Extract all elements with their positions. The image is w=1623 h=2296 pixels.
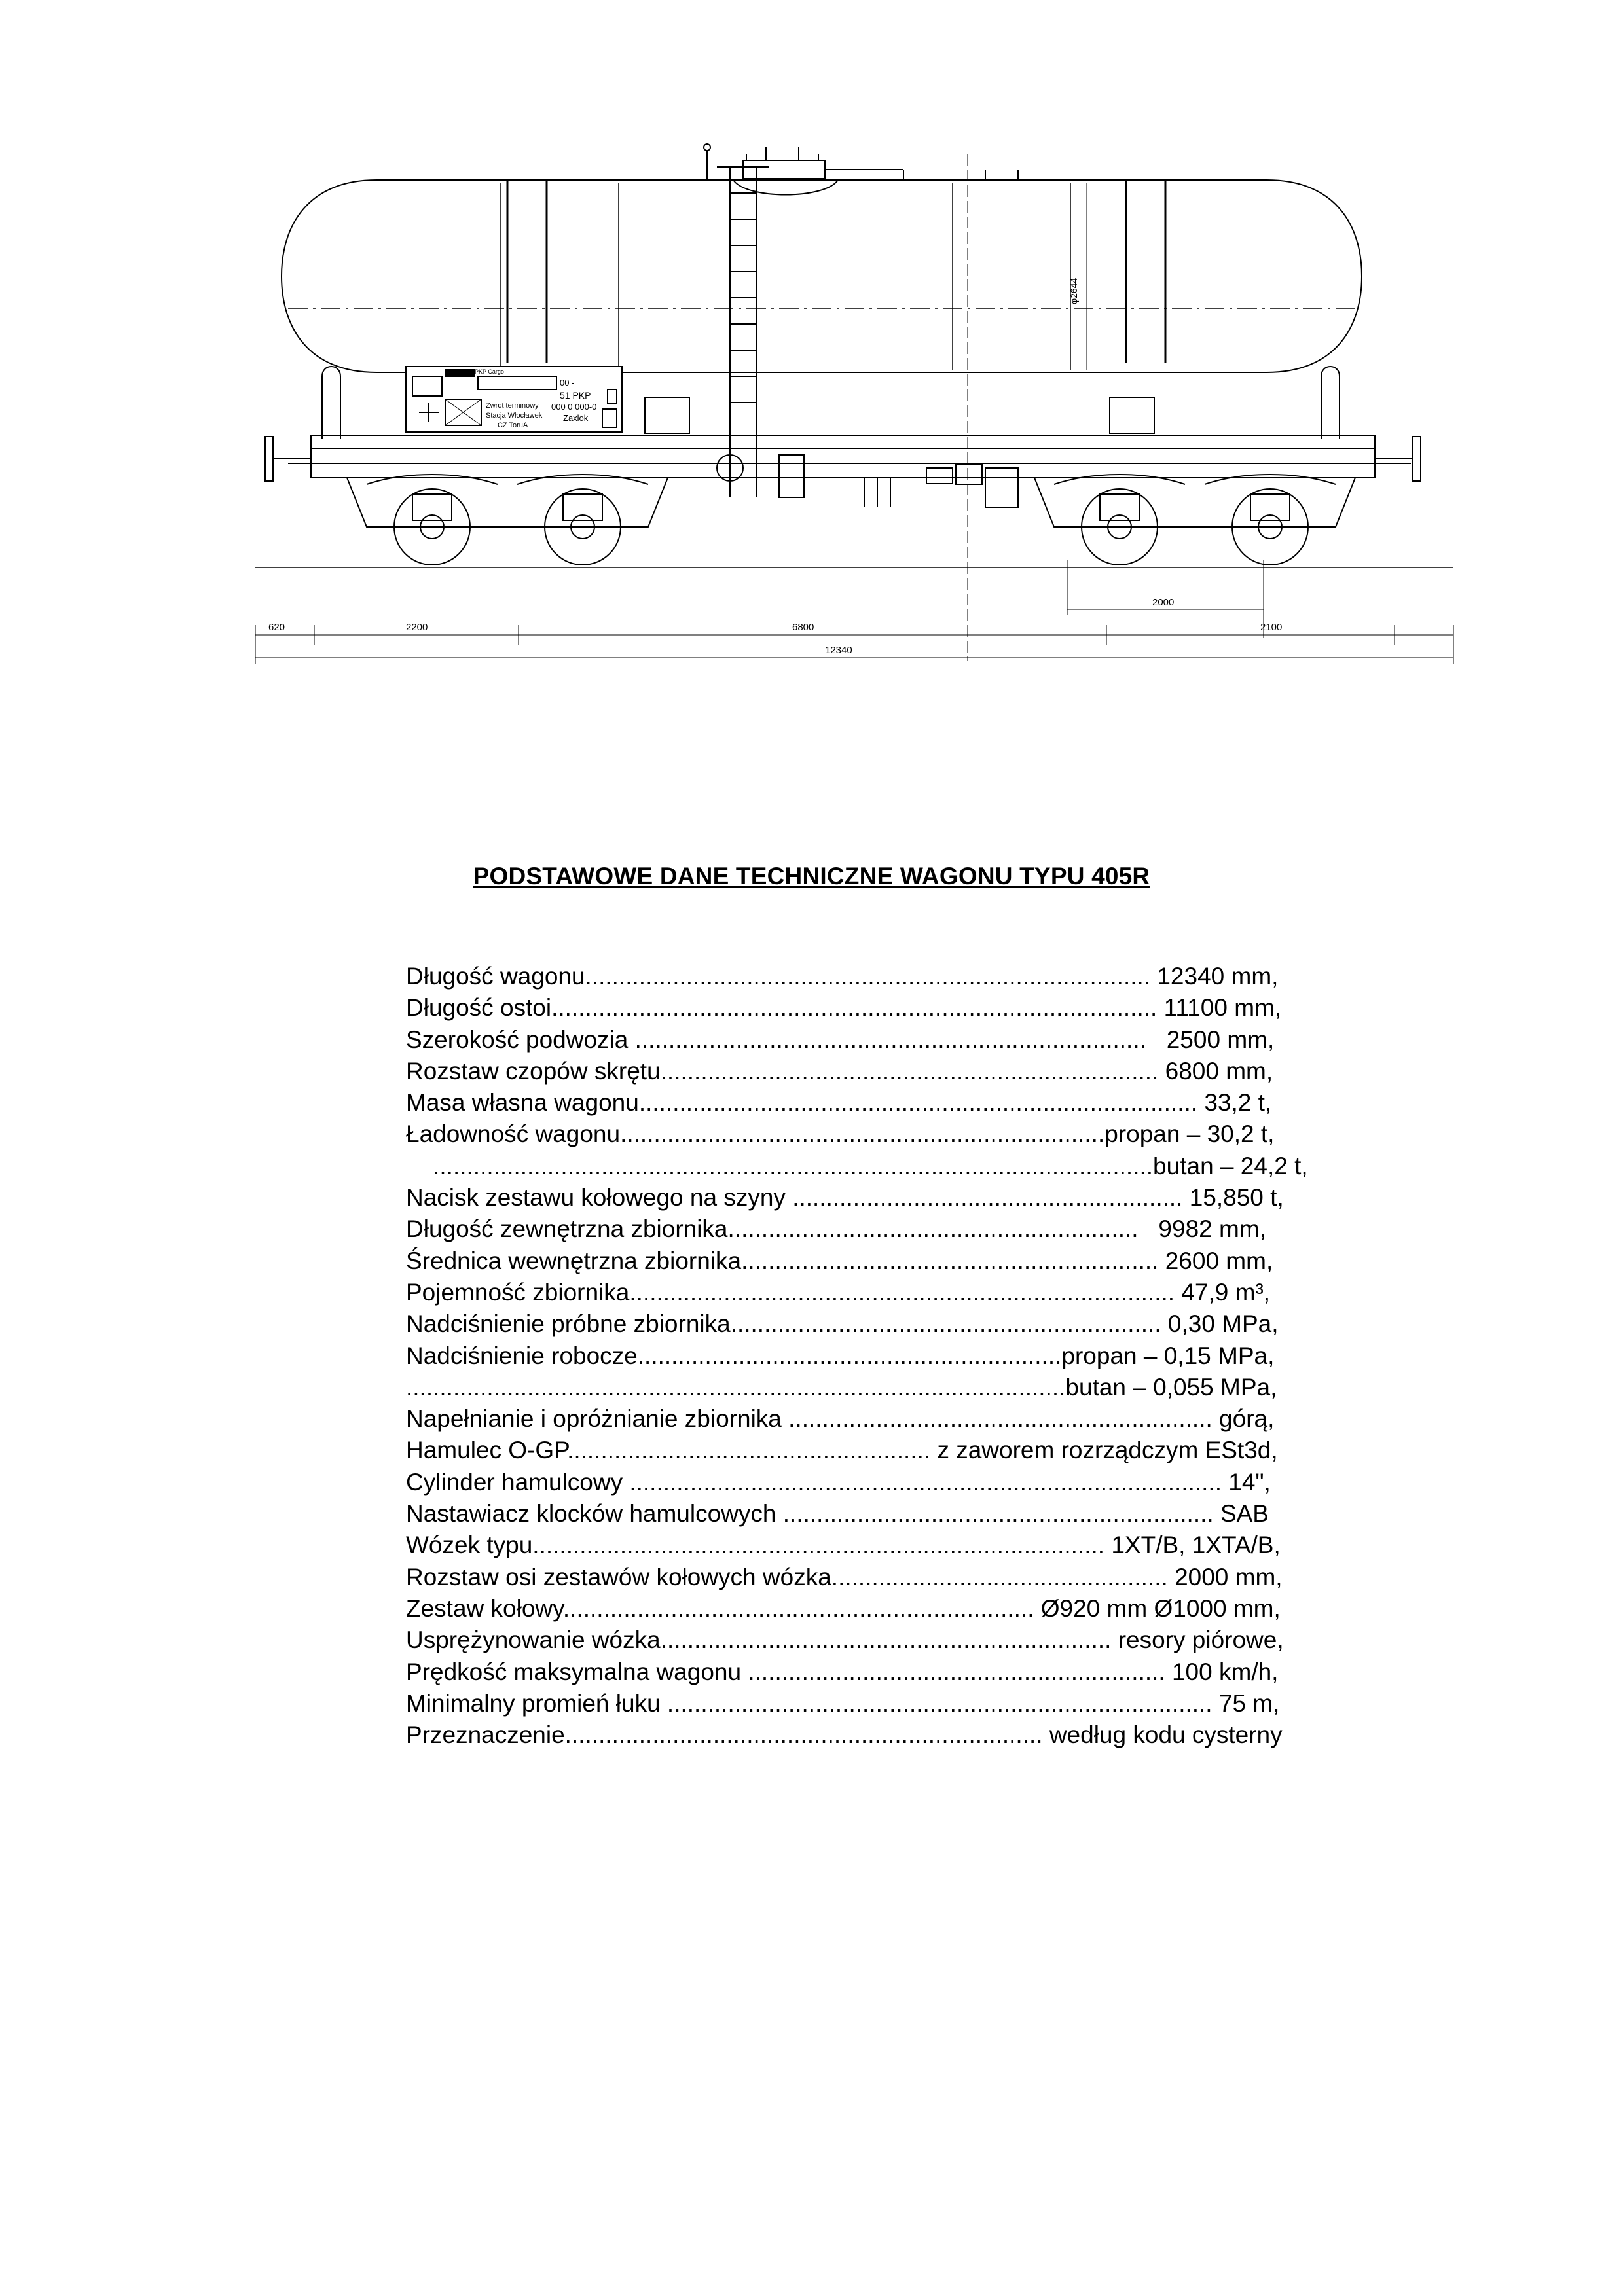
spec-row: Szerokość podwozia ............................................................................ 2500 mm, (406, 1026, 1275, 1053)
spec-row: Zestaw kołowy...................................................................... Ø920 mm Ø1000 mm, (406, 1594, 1281, 1622)
spec-row: Minimalny promień łuku ................................................................................. 75 m, (406, 1689, 1280, 1717)
spec-row: Pojemność zbiornika................................................................................. 47,9 m³, (406, 1278, 1271, 1306)
spec-row: Średnica wewnętrzna zbiornika.............................................................. 2600 mm, (406, 1247, 1273, 1274)
spec-row: Hamulec O-GP...................................................... z zaworem rozrządczym ESt3d, (406, 1437, 1278, 1464)
tank-bands (501, 183, 1070, 370)
label-plate (406, 367, 622, 432)
bogie-right (1034, 475, 1355, 565)
plate-number-top: 00 - (560, 378, 575, 387)
specs-list (406, 961, 1467, 1751)
spec-row: Wózek typu..................................................................................... 1XT/B, 1XTA/B, (406, 1532, 1281, 1559)
diameter-dimension-label: φ2644 (1068, 278, 1079, 304)
dimension-lines (255, 560, 1453, 664)
spec-row: ..................................................................................................butan – 0,055 MPa, (406, 1373, 1277, 1401)
plate-number: 000 0 000-0 (551, 402, 597, 412)
dimension-left-end-to-pivot: 2200 (406, 622, 428, 633)
plate-return-line-2: Stacja Włocławek (486, 412, 543, 420)
dimension-right-end-to-pivot: 2100 (1260, 622, 1283, 633)
spec-row: Długość ostoi.......................................................................................... 11100 mm, (406, 994, 1282, 1022)
tank-body (282, 180, 1362, 372)
spec-row: Długość wagonu.................................................................................... 12340 mm, (406, 963, 1279, 990)
plate-company: Zaxlok (563, 413, 589, 423)
dome-fittings (704, 144, 1018, 195)
tank-straps (507, 181, 1165, 363)
spec-row: ...........................................................................................................butan – 24,2 t, (406, 1152, 1308, 1179)
spec-row: Nadciśnienie robocze...............................................................propan – 0,15 MPa, (406, 1342, 1275, 1369)
document-title: PODSTAWOWE DANE TECHNICZNE WAGONU TYPU 405R (473, 863, 1150, 889)
spec-row: Nacisk zestawu kołowego na szyny .......................................................... 15,850 t, (406, 1184, 1284, 1211)
dimension-bogie-wheelbase: 2000 (1152, 597, 1175, 608)
tank-wagon-drawing (249, 141, 1460, 664)
step-box-left (645, 397, 689, 433)
plate-code: 51 PKP (560, 390, 591, 401)
spec-row: Nadciśnienie próbne zbiornika................................................................ 0,30 MPa, (406, 1310, 1279, 1338)
hand-rail-right (1321, 367, 1340, 439)
bogie-left (347, 475, 668, 565)
spec-row: Napełnianie i opróżnianie zbiornika ............................................................... górą, (406, 1405, 1275, 1433)
plate-return-line-3: CZ ToruA (498, 422, 528, 429)
spec-row: Rozstaw osi zestawów kołowych wózka.................................................. 2000 mm, (406, 1563, 1283, 1590)
spec-row: Rozstaw czopów skrętu.......................................................................... 6800 mm, (406, 1057, 1273, 1085)
step-box-right (1110, 397, 1154, 433)
spec-row: Przeznaczenie....................................................................... według kodu cysterny (406, 1721, 1283, 1749)
dimension-pivot-spacing: 6800 (792, 622, 814, 633)
spec-row: Prędkość maksymalna wagonu .............................................................. 100 km/h, (406, 1658, 1279, 1685)
plate-return-line-1: Zwrot terminowy (486, 402, 539, 410)
spec-row: Ładowność wagonu........................................................................propan – 30,2 t, (406, 1121, 1275, 1148)
dimension-buffer-overhang: 620 (268, 622, 285, 633)
spec-row: Długość zewnętrzna zbiornika............................................................. 9982 mm, (406, 1215, 1266, 1243)
hand-rail-left (322, 367, 340, 439)
plate-top-label: PKP Cargo (475, 368, 504, 375)
spec-row: Cylinder hamulcowy ........................................................................................ 14", (406, 1468, 1271, 1496)
spec-row: Usprężynowanie wózka................................................................... resory piórowe, (406, 1626, 1284, 1654)
dimension-overall-length: 12340 (825, 645, 852, 656)
spec-row: Masa własna wagonu................................................................................... 33,2 t, (406, 1089, 1272, 1117)
underframe (288, 435, 1411, 478)
spec-row: Nastawiacz klocków hamulcowych ................................................................ SAB (406, 1500, 1269, 1528)
